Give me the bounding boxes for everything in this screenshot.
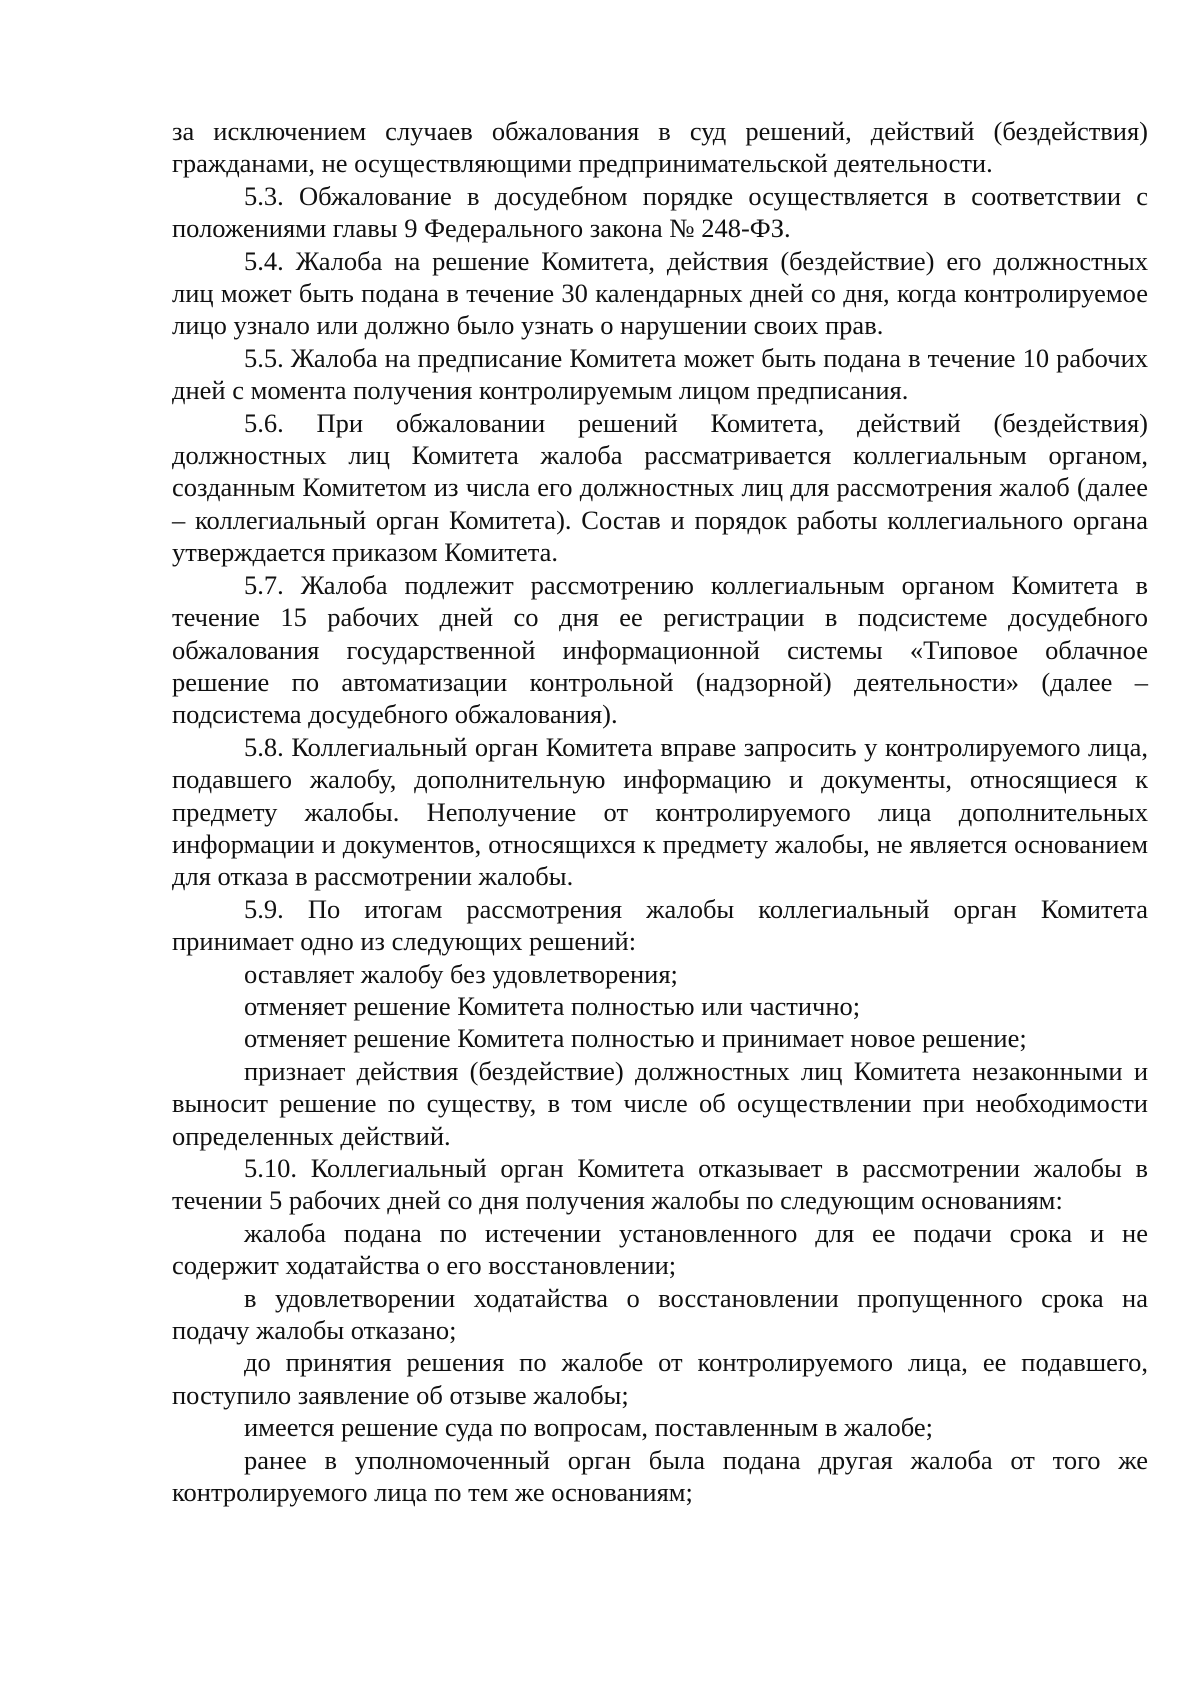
- paragraph-5-9: 5.9. По итогам рассмотрения жалобы коллегиальный орган Комитета принимает одно из следующих решений:: [172, 893, 1148, 957]
- paragraph-5-3: 5.3. Обжалование в досудебном порядке осуществляется в соответствии с положениями главы 9 Федерального закона № 248-ФЗ.: [172, 180, 1148, 244]
- paragraph-5-8: 5.8. Коллегиальный орган Комитета вправе запросить у контролируемого лица, подавшего жалобу, дополнительную информацию и документы, относящиеся к предмету жалобы. Неполучение от контролируемого лица дополнительных информации и документов, относящихся к предмету жалобы, не является основанием для отказа в рассмотрении жалобы.: [172, 731, 1148, 892]
- paragraph-5-7: 5.7. Жалоба подлежит рассмотрению коллегиальным органом Комитета в течение 15 рабочих дней со дня ее регистрации в подсистеме досудебного обжалования государственной информационной системы «Типовое облачное решение по автоматизации контрольной (надзорной) деятельности» (далее – подсистема досудебного обжалования).: [172, 569, 1148, 730]
- list-item-ground-4: имеется решение суда по вопросам, поставленным в жалобе;: [244, 1412, 933, 1443]
- document-page: [172, 115, 1148, 1508]
- paragraph-5-10: 5.10. Коллегиальный орган Комитета отказывает в рассмотрении жалобы в течении 5 рабочих дней со дня получения жалобы по следующим основаниям:: [172, 1153, 1148, 1216]
- list-item-ground-3: до принятия решения по жалобе от контролируемого лица, ее подавшего, поступило заявление об отзыве жалобы;: [172, 1347, 1148, 1410]
- paragraph-5-4: 5.4. Жалоба на решение Комитета, действия (бездействие) его должностных лиц может быть подана в течение 30 календарных дней со дня, когда контролируемое лицо узнало или должно было узнать о нарушении своих прав.: [172, 245, 1148, 341]
- list-item-decision-3: отменяет решение Комитета полностью и принимает новое решение;: [244, 1023, 1027, 1054]
- paragraph-5-6: 5.6. При обжаловании решений Комитета, действий (бездействия) должностных лиц Комитета жалоба рассматривается коллегиальным органом, созданным Комитетом из числа его должностных лиц для рассмотрения жалоб (далее – коллегиальный орган Комитета). Состав и порядок работы коллегиального органа утверждается приказом Комитета.: [172, 407, 1148, 568]
- list-item-decision-1: оставляет жалобу без удовлетворения;: [244, 958, 678, 989]
- paragraph-continuation: за исключением случаев обжалования в суд решений, действий (бездействия) гражданами, не осуществляющими предпринимательской деятельности.: [172, 116, 1148, 179]
- list-item-decision-2: отменяет решение Комитета полностью или частично;: [244, 990, 861, 1021]
- list-item-decision-4: признает действия (бездействие) должностных лиц Комитета незаконными и выносит решение по существу, в том числе об осуществлении при необходимости определенных действий.: [172, 1055, 1148, 1151]
- paragraph-5-5: 5.5. Жалоба на предписание Комитета может быть подана в течение 10 рабочих дней с момента получения контролируемым лицом предписания.: [172, 342, 1148, 406]
- list-item-ground-2: в удовлетворении ходатайства о восстановлении пропущенного срока на подачу жалобы отказано;: [172, 1282, 1148, 1346]
- list-item-ground-1: жалоба подана по истечении установленного для ее подачи срока и не содержит ходатайства о его восстановлении;: [172, 1217, 1148, 1281]
- list-item-ground-5: ранее в уполномоченный орган была подана другая жалоба от того же контролируемого лица по тем же основаниям;: [172, 1444, 1148, 1508]
